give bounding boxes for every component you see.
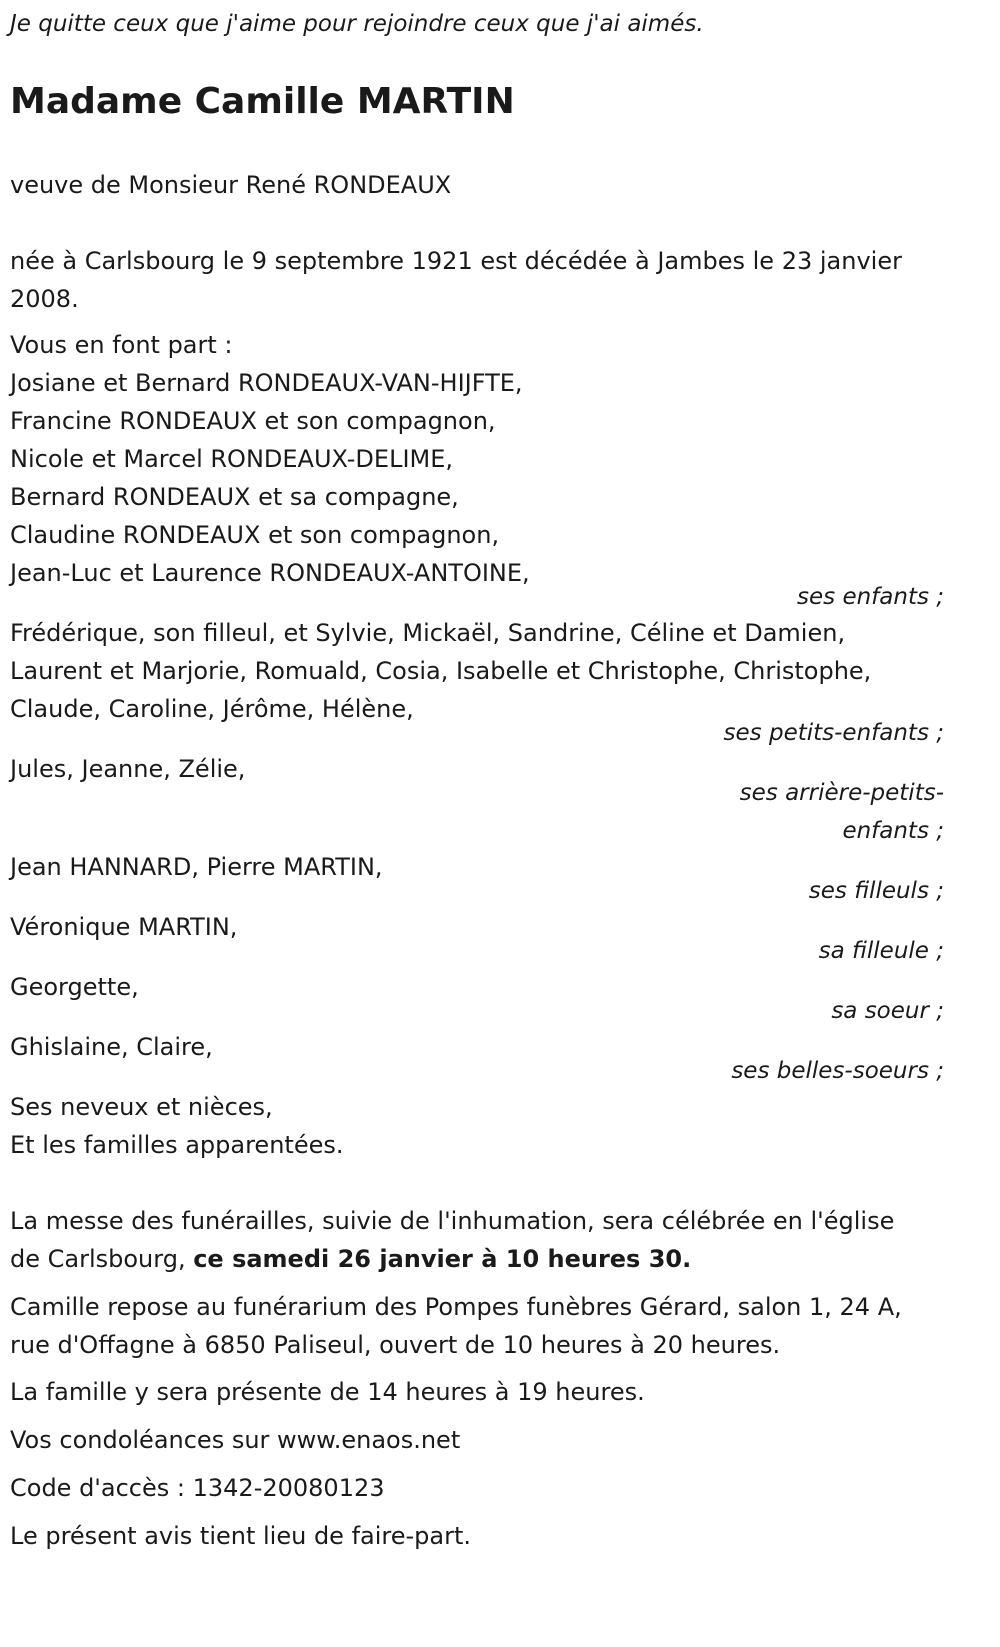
funeral-date-time: ce samedi 26 janvier à 10 heures 30. <box>193 1245 692 1273</box>
birth-death-line-2: 2008. <box>10 285 79 313</box>
grandchildren-line: Laurent et Marjorie, Romuald, Cosia, Isabelle et Christophe, Christophe, <box>10 657 872 685</box>
grandchildren-line: Frédérique, son filleul, et Sylvie, Mickaël, Sandrine, Céline et Damien, <box>10 619 846 647</box>
epigraph-quote: Je quitte ceux que j'aime pour rejoindre ceux que j'ai aimés. <box>10 11 704 37</box>
role-sisters-in-law: ses belles-soeurs ; <box>731 1058 944 1084</box>
grandchildren-line: Claude, Caroline, Jérôme, Hélène, <box>10 695 414 723</box>
funeral-line-2 <box>10 1240 691 1278</box>
nephews-line: Ses neveux et nièces, <box>10 1093 273 1121</box>
sister-line: Georgette, <box>10 973 139 1001</box>
condolences-line: Vos condoléances sur www.enaos.net <box>10 1426 461 1454</box>
child-line: Nicole et Marcel RONDEAUX-DELIME, <box>10 445 454 473</box>
role-sister: sa soeur ; <box>831 998 944 1024</box>
notice-line: Le présent avis tient lieu de faire-part. <box>10 1522 472 1550</box>
role-grandchildren: ses petits-enfants ; <box>723 720 944 746</box>
families-line: Et les familles apparentées. <box>10 1131 344 1159</box>
role-great-grandchildren-2: enfants ; <box>842 818 944 844</box>
child-line: Jean-Luc et Laurence RONDEAUX-ANTOINE, <box>10 559 530 587</box>
announce-intro: Vous en font part : <box>10 331 233 359</box>
repose-line-2: rue d'Offagne à 6850 Paliseul, ouvert de 10 heures à 20 heures. <box>10 1331 781 1359</box>
funeral-place-text: de Carlsbourg, <box>10 1245 194 1273</box>
goddaughter-line: Véronique MARTIN, <box>10 913 238 941</box>
role-great-grandchildren-1: ses arrière-petits- <box>739 780 944 806</box>
birth-death-line-1: née à Carlsbourg le 9 septembre 1921 est décédée à Jambes le 23 janvier <box>10 247 902 275</box>
funeral-line-1: La messe des funérailles, suivie de l'inhumation, sera célébrée en l'église <box>10 1207 895 1235</box>
child-line: Josiane et Bernard RONDEAUX-VAN-HIJFTE, <box>10 369 523 397</box>
access-code-line: Code d'accès : 1342-20080123 <box>10 1474 385 1502</box>
great-grandchildren-line: Jules, Jeanne, Zélie, <box>10 755 246 783</box>
sisters-in-law-line: Ghislaine, Claire, <box>10 1033 213 1061</box>
deceased-name: Madame Camille MARTIN <box>10 81 515 122</box>
child-line: Claudine RONDEAUX et son compagnon, <box>10 521 500 549</box>
role-children: ses enfants ; <box>797 584 944 610</box>
role-godsons: ses filleuls ; <box>808 878 944 904</box>
role-goddaughter: sa filleule ; <box>818 938 944 964</box>
repose-line-1: Camille repose au funérarium des Pompes funèbres Gérard, salon 1, 24 A, <box>10 1293 902 1321</box>
widow-of-line: veuve de Monsieur René RONDEAUX <box>10 171 452 199</box>
godsons-line: Jean HANNARD, Pierre MARTIN, <box>10 853 383 881</box>
child-line: Francine RONDEAUX et son compagnon, <box>10 407 496 435</box>
family-presence-line: La famille y sera présente de 14 heures à 19 heures. <box>10 1378 645 1406</box>
child-line: Bernard RONDEAUX et sa compagne, <box>10 483 459 511</box>
